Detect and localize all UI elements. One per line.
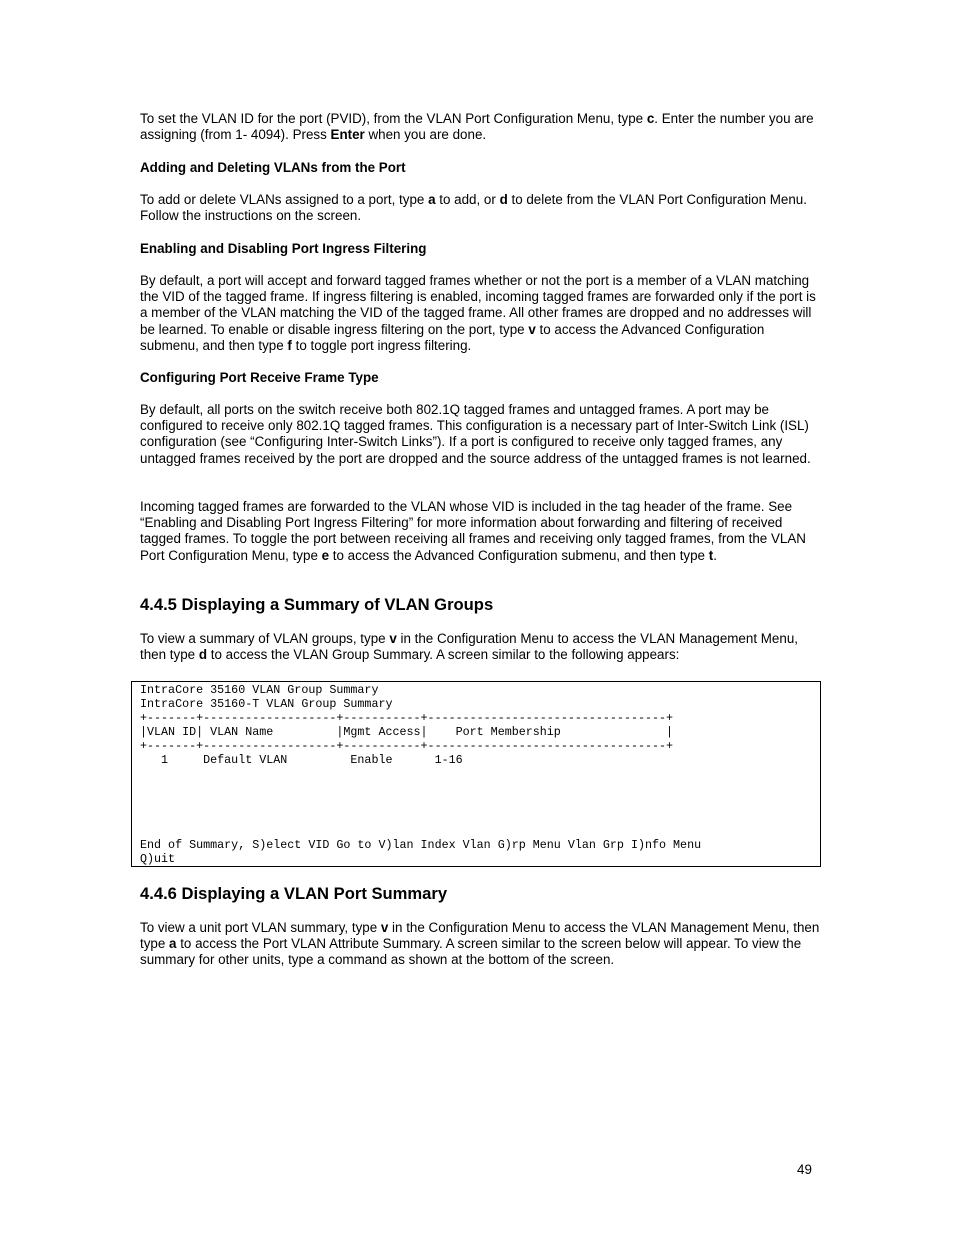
terminal-line: +-------+-------------------+-----------+----------------------------------+: [140, 739, 674, 754]
terminal-line: IntraCore 35160 VLAN Group Summary: [140, 683, 379, 697]
heading-ingress-filtering: Enabling and Disabling Port Ingress Filtering: [140, 241, 427, 256]
paragraph-add-delete: To add or delete VLANs assigned to a port, type a to add, or d to delete from the VLAN Port Configuration Menu. Follow the instructions on the screen.: [140, 192, 807, 224]
terminal-line: Q)uit: [140, 852, 176, 867]
terminal-line: End of Summary, S)elect VID Go to V)lan Index Vlan G)rp Menu Vlan Grp I)nfo Menu: [140, 838, 702, 853]
paragraph-pvid: To set the VLAN ID for the port (PVID), from the VLAN Port Configuration Menu, type c. Enter the number you are assigning (from 1- 4094). Press Enter when you are done.: [140, 111, 814, 143]
terminal-line: +-------+-------------------+-----------+----------------------------------+: [140, 711, 674, 726]
terminal-line: |VLAN ID| VLAN Name |Mgmt Access| Port Membership |: [140, 725, 674, 740]
paragraph-incoming-tagged-frames: Incoming tagged frames are forwarded to the VLAN whose VID is included in the tag header of the frame. See “Enabling and Disabling Port Ingress Filtering” for more information about forwarding and filtering of received tagged frames. To toggle the port between receiving all frames and receiving only tagged frames, from the VLAN Port Configuration Menu, type e to access the Advanced Configuration submenu, and then type t.: [140, 499, 806, 563]
terminal-screen: [131, 681, 821, 867]
section-heading-4-4-5: 4.4.5 Displaying a Summary of VLAN Groups: [140, 595, 494, 614]
page-number: 49: [797, 1162, 812, 1177]
section-heading-4-4-6: 4.4.6 Displaying a VLAN Port Summary: [140, 884, 448, 903]
heading-receive-frame-type: Configuring Port Receive Frame Type: [140, 370, 379, 385]
paragraph-vlan-port-summary: To view a unit port VLAN summary, type v in the Configuration Menu to access the VLAN Management Menu, then type a to access the Port VLAN Attribute Summary. A screen similar to the screen below will appear. To view the summary for other units, type a command as shown at the bottom of the screen.: [140, 920, 820, 968]
paragraph-receive-frame-type: By default, all ports on the switch receive both 802.1Q tagged frames and untagged frames. A port may be configured to receive only 802.1Q tagged frames. This configuration is a necessary part of Inter-Switch Link (ISL) configuration (see “Configuring Inter-Switch Links”). If a port is configured to receive only tagged frames, any untagged frames received by the port are dropped and the source address of the untagged frames is not learned.: [140, 402, 811, 466]
terminal-text: [140, 683, 701, 866]
paragraph-ingress-filtering: By default, a port will accept and forward tagged frames whether or not the port is a member of a VLAN matching the VID of the tagged frame. If ingress filtering is enabled, incoming tagged frames are forwarded only if the port is a member of the VLAN matching the VID of the tagged frame. All other frames are dropped and no addresses will be learned. To enable or disable ingress filtering on the port, type v to access the Advanced Configuration submenu, and then type f to toggle port ingress filtering.: [140, 273, 816, 353]
heading-add-delete: Adding and Deleting VLANs from the Port: [140, 160, 406, 175]
terminal-line: 1 Default VLAN Enable 1-16: [140, 753, 463, 768]
paragraph-vlan-group-summary: To view a summary of VLAN groups, type v in the Configuration Menu to access the VLAN Management Menu, then type d to access the VLAN Group Summary. A screen similar to the following appears:: [140, 631, 798, 663]
terminal-line: IntraCore 35160-T VLAN Group Summary: [140, 697, 393, 712]
